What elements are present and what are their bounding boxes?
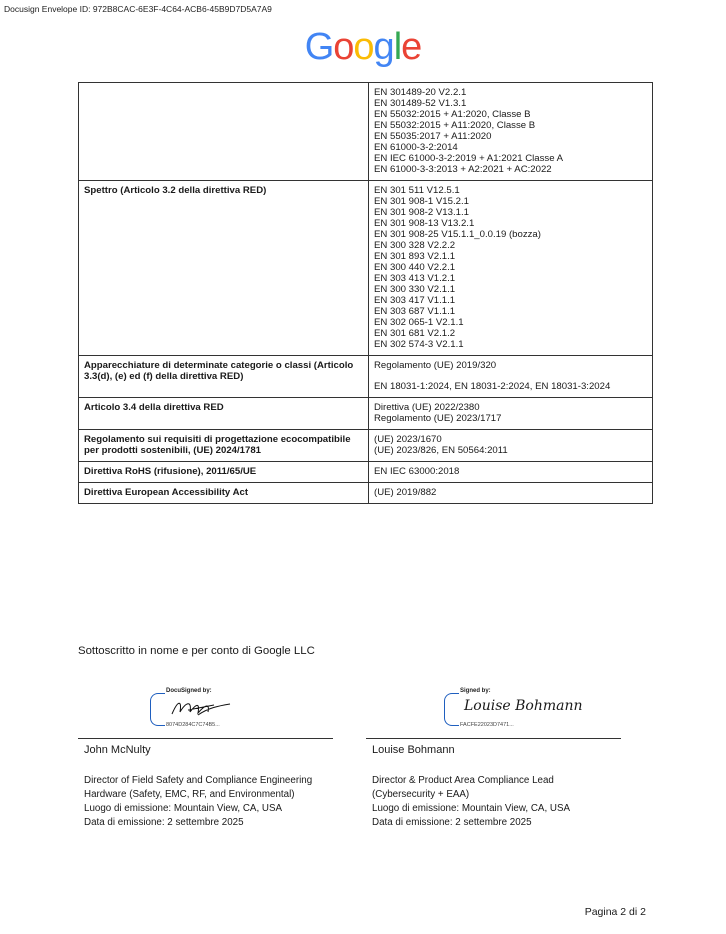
table-row	[79, 83, 653, 181]
requirement-label: Spettro (Articolo 3.2 della direttiva RED)	[79, 181, 369, 356]
signer-title: Director & Product Area Compliance Lead	[372, 775, 554, 786]
logo-letter: G	[304, 26, 334, 68]
logo-letter: l	[393, 26, 402, 68]
standard-entry: EN 301 908-13 V13.2.1	[374, 218, 475, 229]
signatory-statement: Sottoscritto in nome e per conto di Google LLC	[78, 645, 315, 657]
standard-entry: EN 301 908-1 V15.2.1	[374, 196, 469, 207]
standard-entry	[374, 371, 646, 381]
standard-entry: EN 303 417 V1.1.1	[374, 295, 456, 306]
envelope-id: Docusign Envelope ID: 972B8CAC-6E3F-4C64-ACB6-45B9D7D5A7A9	[4, 4, 272, 14]
standard-entry: (UE) 2023/826, EN 50564:2011	[374, 445, 508, 456]
standard-entry: EN 301 511 V12.5.1	[374, 185, 460, 196]
docusign-id: FACFE22023D7471...	[460, 722, 514, 728]
standard-entry: EN 301 908-2 V13.1.1	[374, 207, 469, 218]
logo-letter: o	[333, 26, 354, 68]
docusign-id: 8074D284C7C74B5...	[166, 722, 220, 728]
standards-cell	[369, 356, 653, 398]
standard-entry: EN 302 574-3 V2.1.1	[374, 339, 464, 350]
signer-place: Luogo di emissione: Mountain View, CA, USA	[84, 803, 283, 814]
standard-entry: EN 18031-1:2024, EN 18031-2:2024, EN 18031-3:2024	[374, 381, 611, 392]
standards-cell	[369, 181, 653, 356]
standard-entry: EN 300 440 V2.2.1	[374, 262, 456, 273]
standard-entry: EN 303 687 V1.1.1	[374, 306, 456, 317]
standard-entry: EN IEC 63000:2018	[374, 466, 460, 477]
signer-details	[366, 774, 621, 830]
standard-entry: EN 300 328 V2.2.2	[374, 240, 456, 251]
standard-entry: EN 302 065-1 V2.1.1	[374, 317, 464, 328]
standard-entry: Regolamento (UE) 2023/1717	[374, 413, 502, 424]
handwritten-signature: Louise Bohmann	[464, 698, 583, 714]
signer-place: Luogo di emissione: Mountain View, CA, USA	[372, 803, 571, 814]
standards-cell	[369, 430, 653, 462]
standard-entry: EN 61000-3-2:2014	[374, 142, 458, 153]
logo-letter: g	[373, 26, 394, 68]
logo-letter: e	[401, 26, 422, 68]
docusign-stamp	[444, 688, 583, 730]
standard-entry: (UE) 2019/882	[374, 487, 437, 498]
logo-letter: o	[353, 26, 374, 68]
docusign-stamp	[150, 688, 278, 730]
standard-entry: EN IEC 61000-3-2:2019 + A1:2021 Classe A	[374, 153, 564, 164]
standard-entry: EN 55032:2015 + A1:2020, Classe B	[374, 109, 531, 120]
signature-block-right	[366, 688, 621, 830]
standard-entry: (UE) 2023/1670	[374, 434, 442, 445]
signer-details	[78, 774, 333, 830]
handwritten-signature	[168, 696, 238, 720]
standard-entry: EN 300 330 V2.1.1	[374, 284, 456, 295]
standards-cell	[369, 462, 653, 483]
signature-line	[366, 738, 621, 739]
requirement-label: Direttiva RoHS (rifusione), 2011/65/UE	[79, 462, 369, 483]
standard-entry: EN 61000-3-3:2013 + A2:2021 + AC:2022	[374, 164, 552, 175]
standard-entry: EN 301 681 V2.1.2	[374, 328, 456, 339]
signature-block-left	[78, 688, 333, 830]
compliance-table	[78, 82, 653, 504]
signer-title-2: (Cybersecurity + EAA)	[372, 789, 470, 800]
signer-name: Louise Bohmann	[372, 744, 455, 756]
standard-entry: Regolamento (UE) 2019/320	[374, 360, 497, 371]
standard-entry: EN 55032:2015 + A11:2020, Classe B	[374, 120, 536, 131]
signature-line	[78, 738, 333, 739]
page-number: Pagina 2 di 2	[584, 906, 646, 918]
standard-entry: EN 301489-20 V2.2.1	[374, 87, 467, 98]
signer-date: Data di emissione: 2 settembre 2025	[84, 817, 244, 828]
signer-name: John McNulty	[84, 744, 151, 756]
table-row	[79, 462, 653, 483]
docusign-tag: Signed by:	[460, 688, 491, 694]
standards-cell	[369, 398, 653, 430]
requirement-label: Articolo 3.4 della direttiva RED	[79, 398, 369, 430]
standards-cell	[369, 483, 653, 504]
signer-title-2: Hardware (Safety, EMC, RF, and Environmental)	[84, 789, 295, 800]
table-row	[79, 398, 653, 430]
requirement-label	[79, 83, 369, 181]
requirement-label: Apparecchiature di determinate categorie o classi (Articolo 3.3(d), (e) ed (f) della direttiva RED)	[79, 356, 369, 398]
requirement-label: Direttiva European Accessibility Act	[79, 483, 369, 504]
standard-entry: EN 301 893 V2.1.1	[374, 251, 456, 262]
signer-title: Director of Field Safety and Compliance Engineering	[84, 775, 313, 786]
standard-entry: EN 301 908-25 V15.1.1_0.0.19 (bozza)	[374, 229, 541, 240]
standard-entry: EN 301489-52 V1.3.1	[374, 98, 467, 109]
google-logo	[0, 26, 726, 69]
standard-entry: EN 303 413 V1.2.1	[374, 273, 456, 284]
table-row	[79, 181, 653, 356]
signer-date: Data di emissione: 2 settembre 2025	[372, 817, 532, 828]
standard-entry: EN 55035:2017 + A11:2020	[374, 131, 492, 142]
standard-entry: Direttiva (UE) 2022/2380	[374, 402, 480, 413]
table-row	[79, 356, 653, 398]
table-row	[79, 430, 653, 462]
requirement-label: Regolamento sui requisiti di progettazione ecocompatibile per prodotti sostenibili, (UE) 2024/1781	[79, 430, 369, 462]
docusign-tag: DocuSigned by:	[166, 688, 212, 694]
table-row	[79, 483, 653, 504]
standards-cell	[369, 83, 653, 181]
